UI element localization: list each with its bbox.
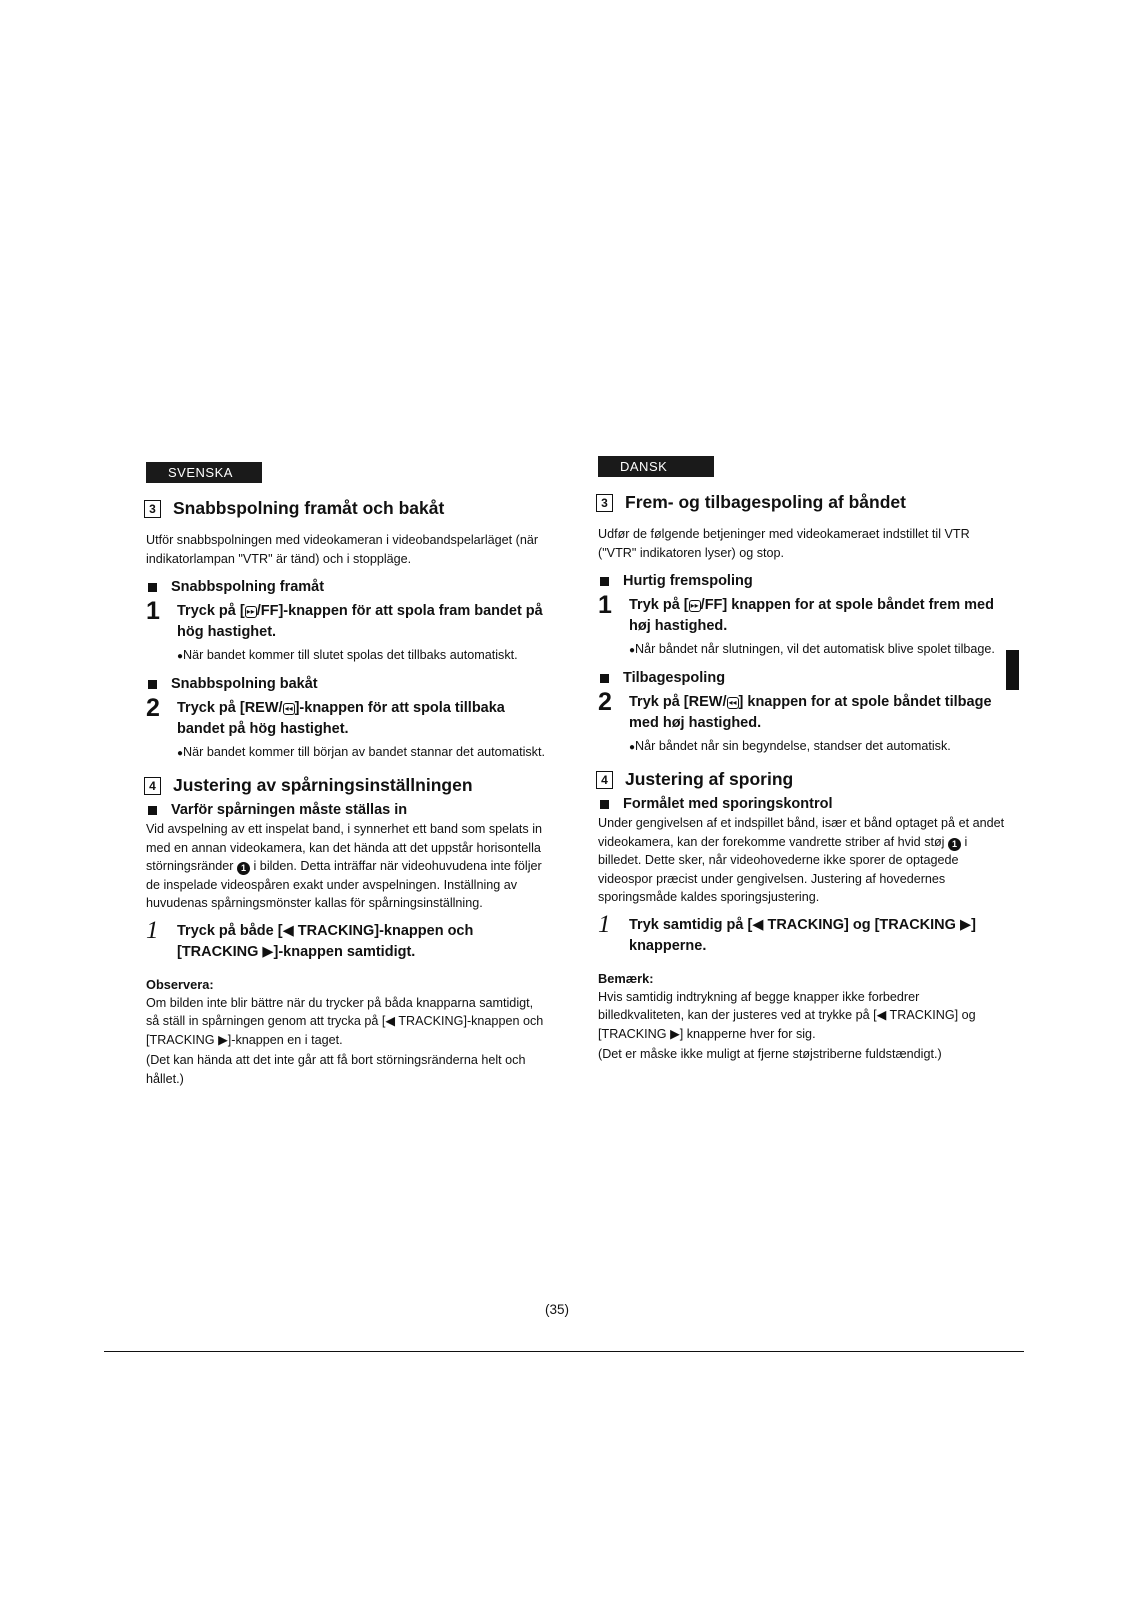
bottom-divider: [104, 1351, 1024, 1352]
square-bullet-icon: [600, 577, 609, 586]
subheading: [598, 670, 1008, 686]
step-number: 1: [598, 591, 612, 619]
section-heading: [598, 492, 1008, 513]
paragraph-text: Under gengivelsen af et indspillet bånd, især et bånd optaget på et andet videokamera, kan der forekomme vandrette striber af hvid støj: [598, 816, 1005, 849]
dot-bullet-icon: ●: [629, 645, 636, 656]
intro-paragraph: Udfør de følgende betjeninger med videokameraet indstillet til VTR ("VTR" indikatoren lyser) og stop.: [598, 527, 970, 560]
step-note: [598, 737, 1008, 757]
note-paragraph: (Det er måske ikke muligt at fjerne støjstriberne fuldstændigt.): [598, 1047, 942, 1061]
column-svenska: [146, 462, 546, 1088]
step-text-part: ]-knappen för att spola tillbaka bandet på hög hastighet.: [177, 700, 505, 737]
step-text-part: Tryck på [: [177, 603, 245, 619]
section-title: Justering af sporing: [625, 769, 794, 789]
square-bullet-icon: [600, 674, 609, 683]
note-text: När bandet kommer till början av bandet stannar det automatiskt.: [183, 745, 545, 759]
section-number-box: 3: [144, 500, 161, 518]
section-heading: [146, 498, 546, 519]
note-text: När bandet kommer till slutet spolas det tillbaks automatiskt.: [183, 648, 518, 662]
subheading-text: Varför spårningen måste ställas in: [171, 802, 408, 818]
column-dansk: [598, 456, 1008, 1064]
section-number-box: 4: [144, 777, 161, 795]
paragraph-text: i billedet. Dette sker, når videohovederne ikke sporer de optagede videospor præcist under gengivelsen. Justering af hovedernes sporingsmåde kaldes sporingsjustering.: [598, 834, 968, 904]
subheading: [146, 802, 546, 818]
step-text-part: /FF] knappen for at spole båndet frem med høj hastighed.: [629, 597, 994, 634]
section-heading: [146, 775, 546, 796]
note-paragraph: Hvis samtidig indtrykning af begge knapper ikke forbedrer billedkvaliteten, kan der justeres ved at trykke på [◀ TRACKING] og [TRACKING ▶] knapperne hver for sig.: [598, 989, 976, 1041]
section-title: Snabbspolning framåt och bakåt: [173, 498, 445, 518]
step-note: [598, 640, 1008, 660]
body-paragraph: [598, 814, 1008, 907]
note-text: Når båndet når sin begyndelse, standser det automatisk.: [635, 739, 951, 753]
step-text: [177, 601, 546, 643]
step-number: 2: [598, 688, 612, 716]
note-text: Når båndet når slutningen, vil det automatisk blive spolet tilbage.: [635, 642, 995, 656]
subheading-text: Hurtig fremspoling: [623, 573, 753, 589]
section-title: Justering av spårningsinställningen: [173, 775, 473, 795]
language-tag: SVENSKA: [146, 462, 262, 483]
subheading-text: Formålet med sporingskontrol: [623, 796, 833, 812]
step-text: [629, 692, 1008, 734]
page-edge-marker: [1006, 650, 1019, 690]
step-text-part: Tryck på [REW/: [177, 700, 283, 716]
step-note: [146, 646, 546, 666]
step-text-part: Tryk på [REW/: [629, 694, 727, 710]
section-number-box: 3: [596, 494, 613, 512]
note-label: Observera:: [146, 976, 214, 992]
paragraph-text: Vid avspelning av ett inspelat band, i synnerhet ett band som spelats in med en annan videokamera, kan det hända att det uppstår horisontella störningsränder: [146, 822, 543, 873]
step-text: Tryck på både [◀ TRACKING]-knappen och [TRACKING ▶]-knappen samtidigt.: [177, 922, 474, 960]
square-bullet-icon: [148, 806, 157, 815]
square-bullet-icon: [148, 680, 157, 689]
page-number: (35): [545, 1302, 570, 1317]
subheading: [598, 573, 1008, 589]
step-text: Tryk samtidig på [◀ TRACKING] og [TRACKING ▶] knapperne.: [629, 916, 976, 954]
circled-number-icon: 1: [948, 838, 961, 851]
fast-forward-icon: ▸▸: [246, 607, 255, 616]
step-note: [146, 743, 546, 763]
dot-bullet-icon: ●: [177, 651, 184, 662]
intro-paragraph: Utför snabbspolningen med videokameran i videobandspelarläget (när indikatorlampan "VTR" är tänd) och i stoppläge.: [146, 533, 539, 566]
square-bullet-icon: [148, 583, 157, 592]
step-text-part: Tryk på [: [629, 597, 689, 613]
subheading-text: Snabbspolning framåt: [171, 579, 325, 595]
square-bullet-icon: [600, 800, 609, 809]
step-number: 2: [146, 694, 160, 722]
step-number: 1: [598, 910, 611, 938]
step-number: 1: [146, 597, 160, 625]
step-text: [177, 698, 546, 740]
subheading: [146, 676, 546, 692]
subheading: [146, 579, 546, 595]
note-paragraph: (Det kan hända att det inte går att få bort störningsränderna helt och hållet.): [146, 1053, 526, 1086]
step: [598, 910, 1008, 957]
subheading: [598, 796, 1008, 812]
step: [598, 688, 1008, 734]
step: [146, 597, 546, 643]
subheading-text: Tilbagespoling: [623, 670, 726, 686]
step-text-part: ] knappen for at spole båndet tilbage med høj hastighed.: [629, 694, 992, 731]
step-text: [629, 595, 1008, 637]
rewind-icon: ◂◂: [284, 704, 293, 713]
rewind-icon: ◂◂: [728, 698, 737, 707]
step: [146, 694, 546, 740]
step-text-part: /FF]-knappen för att spola fram bandet på hög hastighet.: [177, 603, 543, 640]
section-number-box: 4: [596, 771, 613, 789]
subheading-text: Snabbspolning bakåt: [171, 676, 318, 692]
fast-forward-icon: ▸▸: [690, 601, 699, 610]
note-label: Bemærk:: [598, 970, 654, 986]
dot-bullet-icon: ●: [629, 742, 636, 753]
step: [598, 591, 1008, 637]
section-heading: [598, 769, 1008, 790]
circled-number-icon: 1: [237, 862, 250, 875]
dot-bullet-icon: ●: [177, 748, 184, 759]
body-paragraph: [146, 820, 546, 913]
step-number: 1: [146, 916, 159, 944]
paragraph-text: i bilden. Detta inträffar när videohuvudena inte följer de inspelade videospåren exakt under avspelningen. Inställning av huvudenas spårningsmönster kallas för spårningsinställning.: [146, 859, 542, 910]
section-title: Frem- og tilbagespoling af båndet: [625, 492, 906, 512]
step: [146, 916, 546, 963]
note-paragraph: Om bilden inte blir bättre när du trycker på båda knapparna samtidigt, så ställ in spårningen genom att trycka på [◀ TRACKING]-knappen och [TRACKING ▶]-knappen en i taget.: [146, 995, 544, 1047]
language-tag: DANSK: [598, 456, 714, 477]
